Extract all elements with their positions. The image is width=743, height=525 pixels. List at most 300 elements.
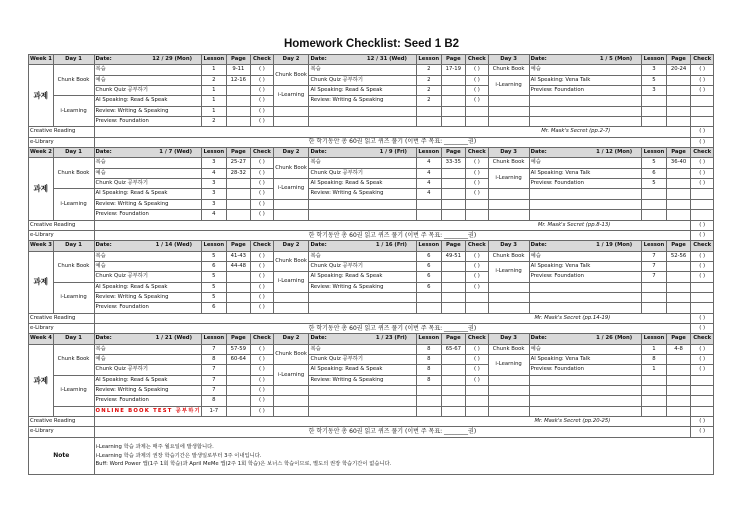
check-box[interactable]: ( ) [466, 86, 489, 96]
check-box[interactable]: ( ) [691, 365, 714, 375]
check-box[interactable]: ( ) [251, 375, 274, 385]
task-row [29, 158, 714, 168]
check-box[interactable]: ( ) [691, 354, 714, 364]
i-learning-label: i-Learning [53, 189, 94, 220]
lesson-number: 8 [416, 344, 441, 354]
date-value: 12 / 29 (Mon) [152, 56, 193, 63]
empty-cell [666, 117, 691, 127]
check-box[interactable]: ( ) [691, 86, 714, 96]
empty-cell [691, 282, 714, 292]
i-learning-label: i-Learning [53, 282, 94, 313]
task-review-ws: Review: Writing & Speaking [309, 96, 417, 106]
i-learning-label: i-Learning [488, 75, 529, 96]
page-range: 9-11 [226, 65, 251, 75]
lesson-header: Lesson [202, 334, 227, 344]
lesson-header: Lesson [642, 334, 667, 344]
lesson-number: 3 [202, 189, 227, 199]
check-box[interactable]: ( ) [691, 65, 714, 75]
day-label: Day 2 [273, 334, 309, 344]
empty-cell [488, 199, 529, 209]
task-chunk-quiz: Chunk Quiz 공부하기 [309, 75, 417, 85]
week-label: Week 3 [29, 241, 54, 251]
i-learning-label: i-Learning [488, 354, 529, 375]
lesson-number: 4 [416, 168, 441, 178]
task-review-ws: Review: Writing & Speaking [94, 292, 202, 302]
e-library-row [29, 427, 714, 437]
i-learning-label: i-Learning [488, 168, 529, 189]
empty-cell [529, 292, 642, 302]
creative-reading-row [29, 417, 714, 427]
date-prefix: Date: [95, 335, 112, 342]
creative-reading-book: Mr. Mask's Secret (pp.14-19) [94, 313, 691, 323]
check-box[interactable]: ( ) [251, 292, 274, 302]
task-chunk-quiz: Chunk Quiz 공부하기 [309, 261, 417, 271]
page-range [441, 365, 466, 375]
e-library-goal: 한 학기동안 총 60권 읽고 퀴즈 풀기 (이번 주 목표: ________권) [94, 230, 691, 240]
lesson-number: 7 [202, 386, 227, 396]
check-box[interactable]: ( ) [466, 354, 489, 364]
page-header: Page [441, 334, 466, 344]
task-preview: 예습 [529, 158, 642, 168]
page-range [666, 75, 691, 85]
task-ai-speaking: AI Speaking: Read & Speak [94, 189, 202, 199]
task-row [29, 96, 714, 106]
lesson-number: 5 [202, 272, 227, 282]
empty-cell [309, 106, 417, 116]
date-cell [94, 334, 202, 344]
empty-cell [309, 303, 417, 313]
task-row [29, 199, 714, 209]
empty-cell [642, 406, 667, 416]
check-box[interactable]: ( ) [691, 230, 714, 240]
check-box[interactable]: ( ) [691, 323, 714, 333]
week-label: Week 1 [29, 55, 54, 65]
check-box[interactable]: ( ) [251, 65, 274, 75]
empty-cell [666, 96, 691, 106]
date-cell [309, 55, 417, 65]
check-box[interactable]: ( ) [691, 179, 714, 189]
task-ai-speaking: AI Speaking: Read & Speak [309, 272, 417, 282]
lesson-header: Lesson [416, 148, 441, 158]
date-prefix: Date: [310, 56, 327, 63]
lesson-number: 4 [416, 179, 441, 189]
page-range [226, 272, 251, 282]
lesson-header: Lesson [416, 334, 441, 344]
page-range: 25-27 [226, 158, 251, 168]
empty-cell [441, 303, 466, 313]
lesson-number: 4 [202, 168, 227, 178]
check-box[interactable]: ( ) [251, 106, 274, 116]
check-box[interactable]: ( ) [691, 313, 714, 323]
page-range: 12-16 [226, 75, 251, 85]
empty-cell [691, 375, 714, 385]
i-learning-label: i-Learning [488, 261, 529, 282]
task-review: 복습 [309, 251, 417, 261]
lesson-number: 7 [642, 251, 667, 261]
lesson-number: 5 [642, 179, 667, 189]
check-box[interactable]: ( ) [251, 303, 274, 313]
empty-cell [273, 199, 309, 209]
check-box[interactable]: ( ) [251, 75, 274, 85]
task-preview: 예습 [529, 65, 642, 75]
page-range: 65-67 [441, 344, 466, 354]
page-range [226, 396, 251, 406]
task-review-ws: Review: Writing & Speaking [94, 106, 202, 116]
empty-cell [309, 117, 417, 127]
date-cell [94, 148, 202, 158]
check-box[interactable]: ( ) [466, 365, 489, 375]
e-library-label: e-Library [29, 230, 95, 240]
check-box[interactable]: ( ) [251, 272, 274, 282]
page-range: 49-51 [441, 251, 466, 261]
task-row [29, 386, 714, 396]
empty-cell [666, 282, 691, 292]
empty-cell [691, 406, 714, 416]
task-preview: 예습 [94, 354, 202, 364]
empty-cell [466, 210, 489, 220]
chunk-book-label: Chunk Book [273, 65, 309, 86]
task-row [29, 344, 714, 354]
task-row [29, 86, 714, 96]
check-box[interactable]: ( ) [466, 375, 489, 385]
empty-cell [441, 199, 466, 209]
i-learning-label: i-Learning [273, 179, 309, 200]
check-box[interactable]: ( ) [466, 272, 489, 282]
date-value: 12 / 31 (Wed) [366, 56, 407, 63]
page-range [226, 96, 251, 106]
empty-cell [416, 117, 441, 127]
empty-cell [416, 292, 441, 302]
empty-cell [642, 210, 667, 220]
lesson-number: 6 [416, 261, 441, 271]
check-box[interactable]: ( ) [466, 282, 489, 292]
empty-cell [309, 210, 417, 220]
check-box[interactable]: ( ) [251, 344, 274, 354]
chunk-book-label: Chunk Book [488, 344, 529, 354]
lesson-number: 1 [202, 65, 227, 75]
empty-cell [529, 303, 642, 313]
empty-cell [642, 396, 667, 406]
empty-cell [273, 386, 309, 396]
task-preview: 예습 [529, 344, 642, 354]
empty-cell [691, 96, 714, 106]
check-box[interactable]: ( ) [466, 65, 489, 75]
check-box[interactable]: ( ) [691, 127, 714, 137]
empty-cell [488, 106, 529, 116]
task-row [29, 303, 714, 313]
week-header-row [29, 55, 714, 65]
lesson-number: 7 [202, 344, 227, 354]
task-review: 복습 [309, 158, 417, 168]
page-range: 52-56 [666, 251, 691, 261]
check-box[interactable]: ( ) [251, 86, 274, 96]
date-prefix: Date: [95, 56, 112, 63]
check-box[interactable]: ( ) [251, 96, 274, 106]
creative-reading-label: Creative Reading [29, 313, 95, 323]
note-row [29, 437, 714, 474]
check-box[interactable]: ( ) [691, 168, 714, 178]
week-label: Week 2 [29, 148, 54, 158]
page-header: Page [226, 334, 251, 344]
empty-cell [416, 210, 441, 220]
page-range: 36-40 [666, 158, 691, 168]
task-ai-vena: AI Speaking: Vena Talk [529, 354, 642, 364]
lesson-number: 3 [202, 199, 227, 209]
task-review: 복습 [309, 65, 417, 75]
empty-cell [441, 386, 466, 396]
task-preview-found: Preview: Foundation [529, 272, 642, 282]
empty-cell [666, 292, 691, 302]
date-prefix: Date: [530, 242, 547, 249]
i-learning-label: i-Learning [273, 365, 309, 386]
i-learning-label: i-Learning [273, 272, 309, 293]
chunk-book-label: Chunk Book [488, 158, 529, 168]
check-box[interactable]: ( ) [251, 158, 274, 168]
empty-cell [529, 199, 642, 209]
lesson-number: 3 [202, 158, 227, 168]
empty-cell [488, 117, 529, 127]
check-box[interactable]: ( ) [691, 158, 714, 168]
task-ai-speaking: AI Speaking: Read & Speak [309, 86, 417, 96]
creative-reading-label: Creative Reading [29, 417, 95, 427]
lesson-number: 8 [202, 396, 227, 406]
date-prefix: Date: [310, 242, 327, 249]
i-learning-label: i-Learning [273, 86, 309, 107]
empty-cell [309, 199, 417, 209]
lesson-number: 6 [202, 303, 227, 313]
task-row [29, 168, 714, 178]
check-box[interactable]: ( ) [251, 354, 274, 364]
check-box[interactable]: ( ) [466, 168, 489, 178]
page-range [441, 168, 466, 178]
lesson-number: 5 [642, 158, 667, 168]
date-value: 1 / 12 (Mon) [596, 149, 633, 156]
empty-cell [416, 303, 441, 313]
check-box[interactable]: ( ) [251, 189, 274, 199]
check-box[interactable]: ( ) [251, 179, 274, 189]
e-library-goal: 한 학기동안 총 60권 읽고 퀴즈 풀기 (이번 주 목표: ________권) [94, 137, 691, 147]
homework-label: 과제 [29, 65, 54, 127]
empty-cell [488, 292, 529, 302]
creative-reading-book: Mr. Mask's Secret (pp.2-7) [94, 127, 691, 137]
check-box[interactable]: ( ) [466, 251, 489, 261]
check-box[interactable]: ( ) [466, 75, 489, 85]
creative-reading-row [29, 220, 714, 230]
empty-cell [666, 396, 691, 406]
lesson-number: 2 [416, 75, 441, 85]
day-label: Day 1 [53, 55, 94, 65]
empty-cell [441, 210, 466, 220]
lesson-header: Lesson [642, 241, 667, 251]
lesson-number: 6 [202, 261, 227, 271]
check-box[interactable]: ( ) [691, 251, 714, 261]
empty-cell [529, 210, 642, 220]
task-row [29, 75, 714, 85]
check-box[interactable]: ( ) [466, 189, 489, 199]
task-chunk-quiz: Chunk Quiz 공부하기 [309, 354, 417, 364]
task-review-ws: Review: Writing & Speaking [94, 199, 202, 209]
lesson-number: 5 [202, 251, 227, 261]
check-box[interactable]: ( ) [691, 220, 714, 230]
task-row [29, 292, 714, 302]
check-box[interactable]: ( ) [466, 158, 489, 168]
date-cell [529, 148, 642, 158]
check-box[interactable]: ( ) [691, 427, 714, 437]
check-box[interactable]: ( ) [466, 96, 489, 106]
lesson-number: 1 [202, 86, 227, 96]
empty-cell [666, 303, 691, 313]
check-box[interactable]: ( ) [466, 179, 489, 189]
check-box[interactable]: ( ) [251, 199, 274, 209]
day-label: Day 1 [53, 148, 94, 158]
lesson-number: 8 [202, 354, 227, 364]
page-header: Page [226, 148, 251, 158]
page-range [226, 406, 251, 416]
e-library-label: e-Library [29, 137, 95, 147]
check-box[interactable]: ( ) [251, 406, 274, 416]
page-header: Page [666, 55, 691, 65]
task-ai-vena: AI Speaking: Vena Talk [529, 261, 642, 271]
check-box[interactable]: ( ) [251, 396, 274, 406]
lesson-number: 5 [642, 75, 667, 85]
empty-cell [466, 117, 489, 127]
check-box[interactable]: ( ) [251, 168, 274, 178]
empty-cell [466, 106, 489, 116]
check-box[interactable]: ( ) [251, 251, 274, 261]
empty-cell [666, 199, 691, 209]
e-library-label: e-Library [29, 323, 95, 333]
check-box[interactable]: ( ) [691, 137, 714, 147]
creative-reading-row [29, 127, 714, 137]
day-label: Day 2 [273, 55, 309, 65]
i-learning-label: i-Learning [53, 375, 94, 406]
check-box[interactable]: ( ) [691, 344, 714, 354]
empty-cell [642, 282, 667, 292]
empty-cell [488, 189, 529, 199]
check-box[interactable]: ( ) [251, 282, 274, 292]
day-label: Day 3 [488, 148, 529, 158]
check-header: Check [251, 148, 274, 158]
chunk-book-label: Chunk Book [273, 251, 309, 272]
date-value: 1 / 7 (Wed) [159, 149, 193, 156]
check-box[interactable]: ( ) [251, 261, 274, 271]
empty-cell [488, 96, 529, 106]
check-box[interactable]: ( ) [251, 117, 274, 127]
empty-cell [642, 96, 667, 106]
task-review-ws: Review: Writing & Speaking [94, 386, 202, 396]
page-range [441, 282, 466, 292]
page-range: 57-59 [226, 344, 251, 354]
week-label: Week 4 [29, 334, 54, 344]
week-header-row [29, 148, 714, 158]
page-range [226, 179, 251, 189]
empty-cell [691, 386, 714, 396]
page-title: Homework Checklist: Seed 1 B2 [283, 38, 460, 50]
check-box[interactable]: ( ) [691, 272, 714, 282]
empty-cell [416, 396, 441, 406]
lesson-number: 5 [202, 292, 227, 302]
date-value: 1 / 9 (Fri) [379, 149, 407, 156]
check-box[interactable]: ( ) [466, 344, 489, 354]
empty-cell [488, 282, 529, 292]
check-box[interactable]: ( ) [691, 75, 714, 85]
page-range: 20-24 [666, 65, 691, 75]
empty-cell [642, 199, 667, 209]
check-box[interactable]: ( ) [691, 417, 714, 427]
check-box[interactable]: ( ) [251, 386, 274, 396]
check-header: Check [251, 55, 274, 65]
check-header: Check [251, 241, 274, 251]
empty-cell [273, 396, 309, 406]
empty-cell [466, 386, 489, 396]
chunk-book-label: Chunk Book [53, 158, 94, 189]
date-prefix: Date: [310, 149, 327, 156]
check-box[interactable]: ( ) [251, 210, 274, 220]
lesson-header: Lesson [416, 55, 441, 65]
check-header: Check [466, 55, 489, 65]
note-line: i-Learning 학습 과제는 매주 월요일에 발생합니다. [95, 444, 214, 451]
empty-cell [273, 406, 309, 416]
task-row [29, 406, 714, 416]
page-range [226, 375, 251, 385]
task-review: 복습 [94, 65, 202, 75]
empty-cell [466, 303, 489, 313]
empty-cell [416, 199, 441, 209]
page-range [666, 168, 691, 178]
task-review-ws: Review: Writing & Speaking [309, 189, 417, 199]
page-range [441, 96, 466, 106]
check-box[interactable]: ( ) [251, 365, 274, 375]
lesson-number: 3 [642, 65, 667, 75]
empty-cell [529, 106, 642, 116]
empty-cell [666, 189, 691, 199]
note-line: i-Learning 학습 과제의 권장 학습기간은 발생일로부터 3주 이내입니다. [95, 452, 262, 459]
empty-cell [273, 210, 309, 220]
empty-cell [691, 210, 714, 220]
page-range [226, 303, 251, 313]
date-prefix: Date: [95, 242, 112, 249]
empty-cell [53, 406, 94, 416]
check-box[interactable]: ( ) [466, 261, 489, 271]
page-header: Page [441, 55, 466, 65]
page-header: Page [666, 241, 691, 251]
e-library-label: e-Library [29, 427, 95, 437]
date-cell [529, 241, 642, 251]
empty-cell [642, 375, 667, 385]
chunk-book-label: Chunk Book [273, 344, 309, 365]
lesson-number: 4 [202, 210, 227, 220]
page-range: 28-32 [226, 168, 251, 178]
check-box[interactable]: ( ) [691, 261, 714, 271]
chunk-book-label: Chunk Book [53, 344, 94, 375]
lesson-number: 7 [642, 261, 667, 271]
check-header: Check [691, 148, 714, 158]
page-header: Page [666, 334, 691, 344]
date-cell [94, 241, 202, 251]
date-prefix: Date: [530, 56, 547, 63]
lesson-number: 7 [202, 375, 227, 385]
task-row [29, 282, 714, 292]
page-range [226, 86, 251, 96]
task-row [29, 354, 714, 364]
task-row [29, 210, 714, 220]
page-range [226, 292, 251, 302]
note-content [94, 437, 713, 474]
empty-cell [691, 199, 714, 209]
task-online-test: ONLINE BOOK TEST 공부하기 [94, 406, 202, 416]
empty-cell [488, 210, 529, 220]
lesson-header: Lesson [642, 148, 667, 158]
